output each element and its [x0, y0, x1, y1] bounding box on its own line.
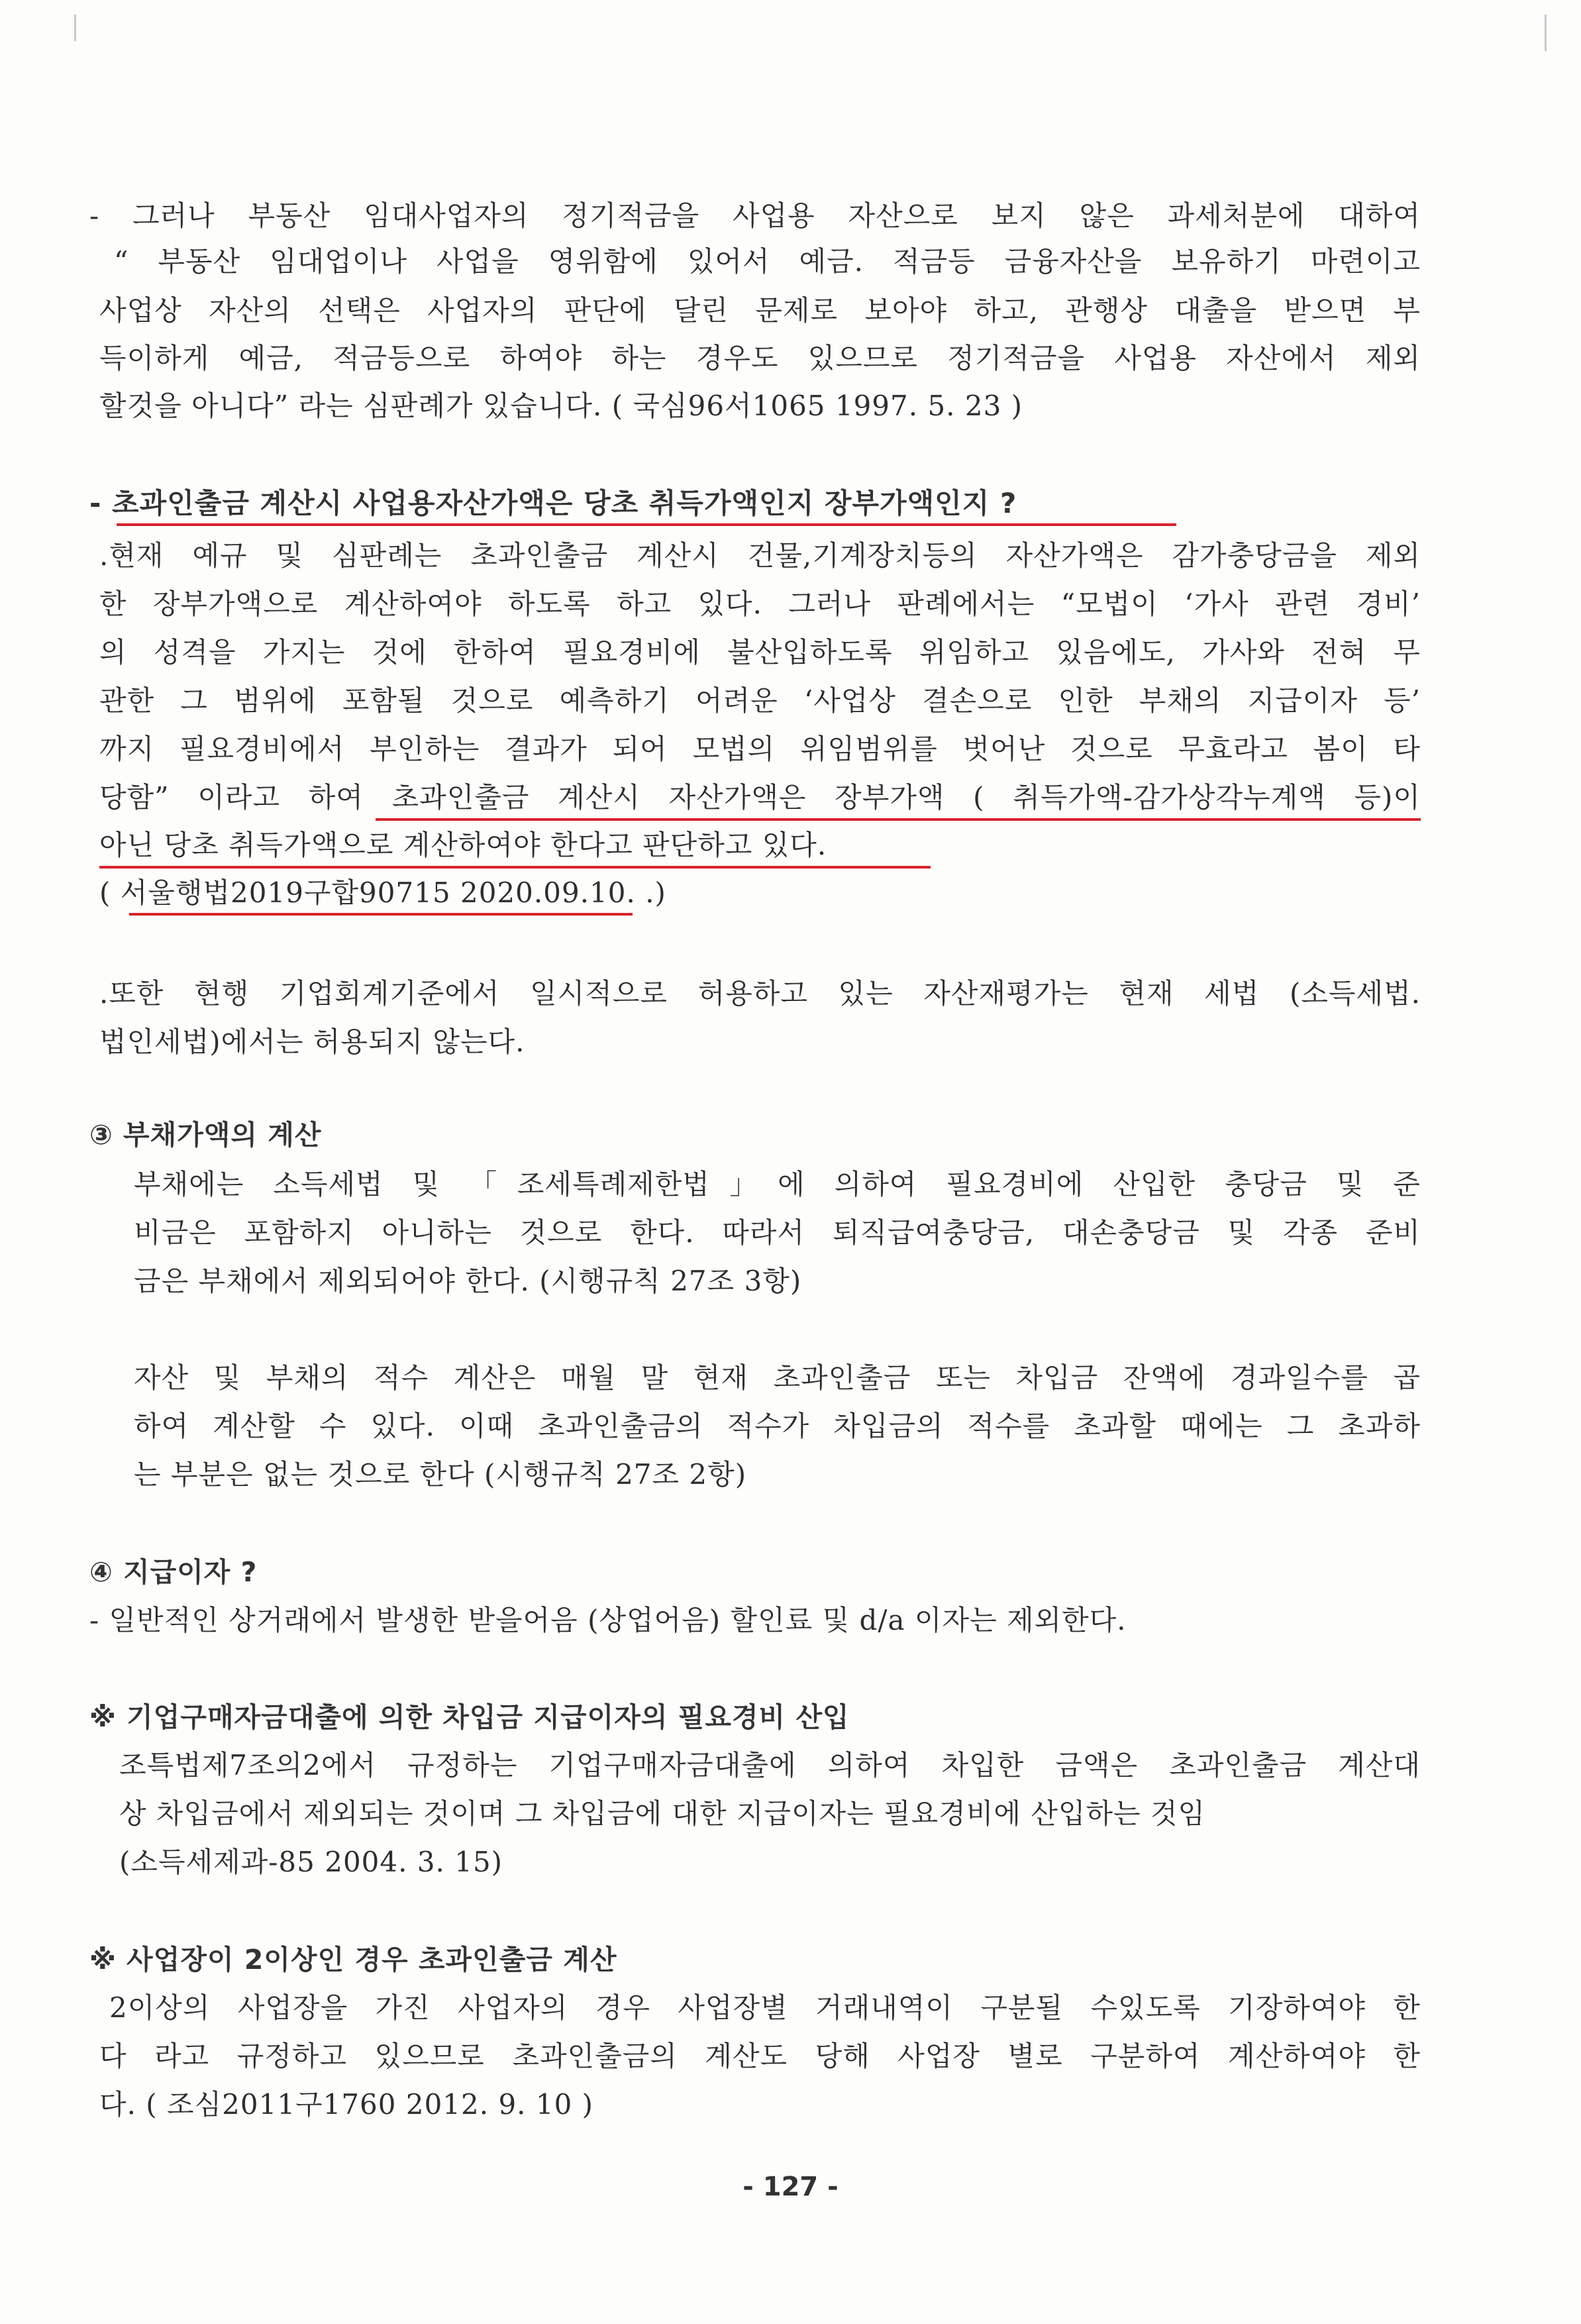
section-heading: ④ 지급이자 ?	[89, 1556, 258, 1588]
paragraph-line: 까지 필요경비에서 부인하는 결과가 되어 모법의 위임범위를 벗어난 것으로 무효라고 봄이 타	[99, 733, 1421, 765]
paragraph-line: 법인세법)에서는 허용되지 않는다.	[99, 1026, 525, 1058]
paragraph-line: 할것을 아니다” 라는 심판례가 있습니다. ( 국심96서1065 1997. 5. 23 )	[99, 390, 1023, 422]
paragraph-line: 상 차입금에서 제외되는 것이며 그 차입금에 대한 지급이자는 필요경비에 산입하는 것임	[119, 1797, 1206, 1830]
scan-mark-right	[1545, 15, 1547, 51]
section-heading: ③ 부채가액의 계산	[89, 1119, 322, 1151]
paragraph-line: (소득세제과-85 2004. 3. 15)	[119, 1846, 503, 1878]
section-heading: ※ 사업장이 2이상인 경우 초과인출금 계산	[89, 1944, 617, 1976]
paragraph-line: 다. ( 조심2011구1760 2012. 9. 10 )	[99, 2088, 594, 2121]
citation-line: ( 서울행법2019구합90715 2020.09.10. .)	[99, 876, 666, 909]
paragraph-line: 자산 및 부채의 적수 계산은 매월 말 현재 초과인출금 또는 차입금 잔액에 경과일수를 곱	[134, 1361, 1421, 1394]
citation-underline	[129, 913, 633, 916]
page-number: - 127 -	[742, 2172, 839, 2202]
highlight-underline	[99, 866, 931, 869]
paragraph-line: 한 장부가액으로 계산하여야 하도록 하고 있다. 그러나 판례에서는 “모법이 ‘가사 관련 경비’	[99, 588, 1421, 620]
paragraph-line: 아닌 당초 취득가액으로 계산하여야 한다고 판단하고 있다.	[99, 829, 827, 861]
paragraph-line: - 그러나 부동산 임대사업자의 정기적금을 사업용 자산으로 보지 않은 과세처분에 대하여	[89, 199, 1421, 232]
paragraph-line: 는 부분은 없는 것으로 한다 (시행규칙 27조 2항)	[134, 1458, 747, 1491]
paragraph-line: 관한 그 범위에 포함될 것으로 예측하기 어려운 ‘사업상 결손으로 인한 부채의 지급이자 등’	[99, 684, 1421, 717]
paragraph-line: 당함” 이라고 하여 초과인출금 계산시 자산가액은 장부가액 ( 취득가액-감가상각누계액 등)이	[99, 781, 1421, 814]
paragraph-line: 금은 부채에서 제외되어야 한다. (시행규칙 27조 3항)	[134, 1265, 802, 1297]
paragraph-line: 의 성격을 가지는 것에 한하여 필요경비에 불산입하도록 위임하고 있음에도, 가사와 전혀 무	[99, 636, 1421, 668]
section-heading: ※ 기업구매자금대출에 의한 차입금 지급이자의 필요경비 산입	[89, 1701, 850, 1733]
heading-underline	[117, 523, 1176, 526]
paragraph-line: 비금은 포함하지 아니하는 것으로 한다. 따라서 퇴직급여충당금, 대손충당금 및 각종 준비	[134, 1216, 1421, 1249]
section-heading: - 초과인출금 계산시 사업용자산가액은 당초 취득가액인지 장부가액인지 ?	[89, 487, 1017, 519]
scan-mark-left	[74, 15, 76, 41]
highlight-underline	[376, 818, 1421, 821]
paragraph-line: .또한 현행 기업회계기준에서 일시적으로 허용하고 있는 자산재평가는 현재 세법 (소득세법.	[99, 977, 1421, 1010]
paragraph-line: 조특법제7조의2에서 규정하는 기업구매자금대출에 의하여 차입한 금액은 초과인출금 계산대	[119, 1749, 1421, 1781]
paragraph-line: “ 부동산 임대업이나 사업을 영위함에 있어서 예금. 적금등 금융자산을 보유하기 마련이고	[114, 245, 1421, 278]
paragraph-line: 2이상의 사업장을 가진 사업자의 경우 사업장별 거래내역이 구분될 수있도록 기장하여야 한	[109, 1991, 1421, 2024]
paragraph-line: 득이하게 예금, 적금등으로 하여야 하는 경우도 있으므로 정기적금을 사업용 자산에서 제외	[99, 342, 1421, 374]
paragraph-line: - 일반적인 상거래에서 발생한 받을어음 (상업어음) 할인료 및 d/a 이자는 제외한다.	[89, 1604, 1127, 1636]
paragraph-line: 다 라고 규정하고 있으므로 초과인출금의 계산도 당해 사업장 별로 구분하여 계산하여야 한	[99, 2040, 1421, 2072]
paragraph-line: 부채에는 소득세법 및 「조세특례제한법」에 의하여 필요경비에 산입한 충당금 및 준	[134, 1168, 1421, 1200]
paragraph-line: 하여 계산할 수 있다. 이때 초과인출금의 적수가 차입금의 적수를 초과할 때에는 그 초과하	[134, 1410, 1421, 1442]
paragraph-line: .현재 예규 및 심판례는 초과인출금 계산시 건물,기계장치등의 자산가액은 감가충당금을 제외	[99, 539, 1421, 572]
paragraph-line: 사업상 자산의 선택은 사업자의 판단에 달린 문제로 보아야 하고, 관행상 대출을 받으면 부	[99, 294, 1421, 327]
